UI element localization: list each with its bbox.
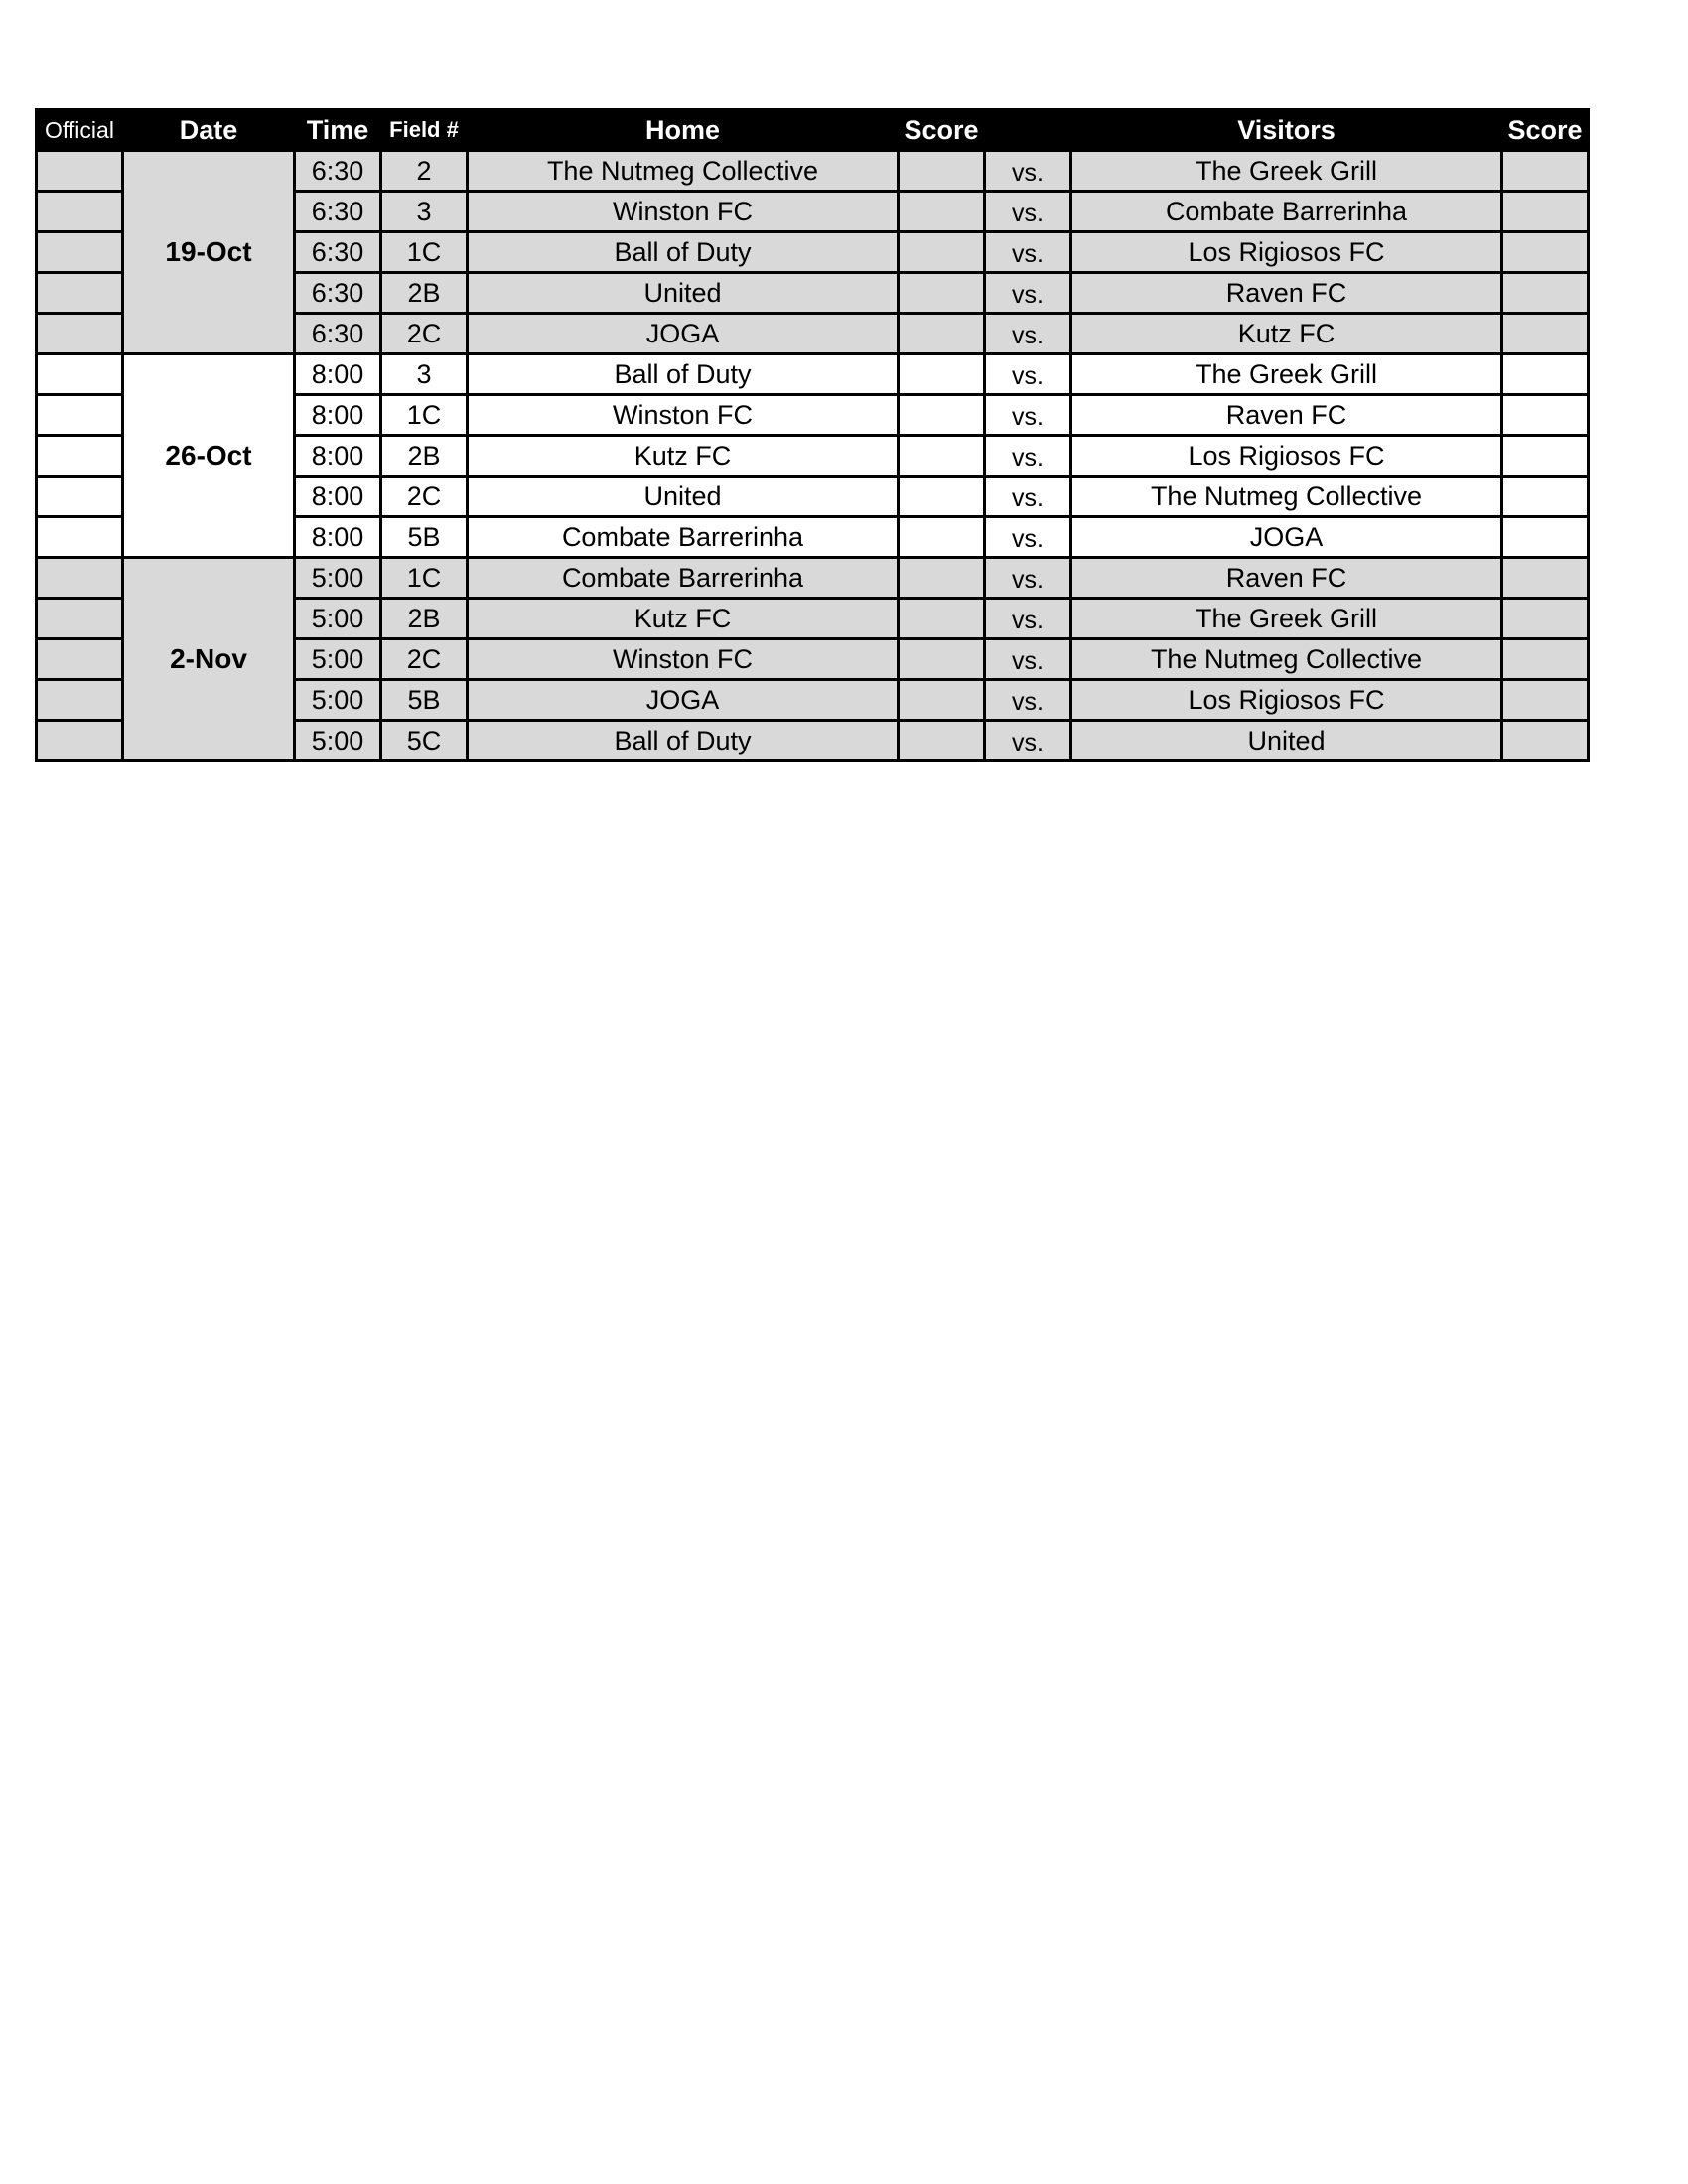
table-row: [37, 558, 1589, 599]
visitor-team-cell: Los Rigiosos FC: [1071, 232, 1502, 273]
time-cell: 8:00: [295, 354, 381, 395]
home-score-cell[interactable]: [899, 639, 985, 680]
visitor-score-cell[interactable]: [1502, 721, 1589, 761]
home-team-cell: Winston FC: [468, 639, 899, 680]
header-visitors: Visitors: [1071, 110, 1502, 151]
visitor-score-cell[interactable]: [1502, 436, 1589, 477]
field-cell: 1C: [381, 395, 468, 436]
home-score-cell[interactable]: [899, 314, 985, 354]
official-cell[interactable]: [37, 477, 123, 517]
vs-cell: vs.: [985, 395, 1071, 436]
official-cell[interactable]: [37, 721, 123, 761]
home-score-cell[interactable]: [899, 517, 985, 558]
vs-cell: vs.: [985, 232, 1071, 273]
official-cell[interactable]: [37, 436, 123, 477]
visitor-score-cell[interactable]: [1502, 477, 1589, 517]
official-cell[interactable]: [37, 558, 123, 599]
home-team-cell: Ball of Duty: [468, 721, 899, 761]
home-score-cell[interactable]: [899, 436, 985, 477]
time-cell: 5:00: [295, 599, 381, 639]
field-cell: 2C: [381, 639, 468, 680]
field-cell: 2B: [381, 273, 468, 314]
vs-cell: vs.: [985, 151, 1071, 192]
visitor-score-cell[interactable]: [1502, 314, 1589, 354]
official-cell[interactable]: [37, 680, 123, 721]
official-cell[interactable]: [37, 354, 123, 395]
visitor-score-cell[interactable]: [1502, 639, 1589, 680]
visitor-team-cell: The Nutmeg Collective: [1071, 639, 1502, 680]
home-team-cell: JOGA: [468, 680, 899, 721]
field-cell: 1C: [381, 232, 468, 273]
field-cell: 5B: [381, 517, 468, 558]
vs-cell: vs.: [985, 477, 1071, 517]
header-official: Official: [37, 110, 123, 151]
home-score-cell[interactable]: [899, 395, 985, 436]
vs-cell: vs.: [985, 354, 1071, 395]
date-cell: 26-Oct: [123, 354, 295, 558]
vs-cell: vs.: [985, 314, 1071, 354]
field-cell: 3: [381, 192, 468, 232]
home-team-cell: JOGA: [468, 314, 899, 354]
time-cell: 8:00: [295, 517, 381, 558]
field-cell: 5B: [381, 680, 468, 721]
visitor-team-cell: The Greek Grill: [1071, 354, 1502, 395]
home-team-cell: Kutz FC: [468, 599, 899, 639]
official-cell[interactable]: [37, 599, 123, 639]
time-cell: 6:30: [295, 314, 381, 354]
time-cell: 5:00: [295, 721, 381, 761]
field-cell: 1C: [381, 558, 468, 599]
header-home: Home: [468, 110, 899, 151]
visitor-team-cell: Kutz FC: [1071, 314, 1502, 354]
home-score-cell[interactable]: [899, 599, 985, 639]
official-cell[interactable]: [37, 639, 123, 680]
official-cell[interactable]: [37, 273, 123, 314]
visitor-team-cell: Raven FC: [1071, 395, 1502, 436]
official-cell[interactable]: [37, 151, 123, 192]
time-cell: 8:00: [295, 436, 381, 477]
time-cell: 5:00: [295, 558, 381, 599]
home-team-cell: Winston FC: [468, 395, 899, 436]
field-cell: 2C: [381, 477, 468, 517]
vs-cell: vs.: [985, 517, 1071, 558]
time-cell: 6:30: [295, 273, 381, 314]
visitor-team-cell: The Greek Grill: [1071, 599, 1502, 639]
visitor-team-cell: Los Rigiosos FC: [1071, 436, 1502, 477]
visitor-team-cell: Raven FC: [1071, 558, 1502, 599]
visitor-score-cell[interactable]: [1502, 273, 1589, 314]
header-time: Time: [295, 110, 381, 151]
home-score-cell[interactable]: [899, 721, 985, 761]
home-team-cell: Ball of Duty: [468, 354, 899, 395]
vs-cell: vs.: [985, 721, 1071, 761]
official-cell[interactable]: [37, 192, 123, 232]
table-row: [37, 151, 1589, 192]
time-cell: 8:00: [295, 395, 381, 436]
visitor-team-cell: Raven FC: [1071, 273, 1502, 314]
visitor-score-cell[interactable]: [1502, 354, 1589, 395]
field-cell: 2: [381, 151, 468, 192]
visitor-score-cell[interactable]: [1502, 232, 1589, 273]
visitor-score-cell[interactable]: [1502, 517, 1589, 558]
field-cell: 2C: [381, 314, 468, 354]
home-score-cell[interactable]: [899, 354, 985, 395]
home-team-cell: United: [468, 477, 899, 517]
time-cell: 6:30: [295, 151, 381, 192]
visitor-score-cell[interactable]: [1502, 599, 1589, 639]
field-cell: 2B: [381, 436, 468, 477]
vs-cell: vs.: [985, 192, 1071, 232]
home-score-cell[interactable]: [899, 192, 985, 232]
vs-cell: vs.: [985, 558, 1071, 599]
visitor-score-cell[interactable]: [1502, 395, 1589, 436]
date-cell: 2-Nov: [123, 558, 295, 761]
visitor-score-cell[interactable]: [1502, 680, 1589, 721]
official-cell[interactable]: [37, 232, 123, 273]
official-cell[interactable]: [37, 395, 123, 436]
schedule-body: [37, 151, 1589, 761]
visitor-score-cell[interactable]: [1502, 151, 1589, 192]
visitor-team-cell: United: [1071, 721, 1502, 761]
time-cell: 5:00: [295, 639, 381, 680]
visitor-team-cell: JOGA: [1071, 517, 1502, 558]
home-score-cell[interactable]: [899, 558, 985, 599]
header-vs: [985, 110, 1071, 151]
time-cell: 6:30: [295, 192, 381, 232]
header-row: [37, 110, 1589, 151]
header-visitor-score: Score: [1502, 110, 1589, 151]
official-cell[interactable]: [37, 314, 123, 354]
visitor-team-cell: Los Rigiosos FC: [1071, 680, 1502, 721]
table-row: [37, 354, 1589, 395]
home-score-cell[interactable]: [899, 273, 985, 314]
date-cell: 19-Oct: [123, 151, 295, 354]
vs-cell: vs.: [985, 639, 1071, 680]
home-team-cell: Combate Barrerinha: [468, 517, 899, 558]
home-team-cell: Combate Barrerinha: [468, 558, 899, 599]
time-cell: 5:00: [295, 680, 381, 721]
field-cell: 5C: [381, 721, 468, 761]
home-score-cell[interactable]: [899, 232, 985, 273]
vs-cell: vs.: [985, 273, 1071, 314]
visitor-team-cell: The Greek Grill: [1071, 151, 1502, 192]
header-field: Field #: [381, 110, 468, 151]
home-team-cell: United: [468, 273, 899, 314]
time-cell: 6:30: [295, 232, 381, 273]
home-team-cell: The Nutmeg Collective: [468, 151, 899, 192]
time-cell: 8:00: [295, 477, 381, 517]
visitor-team-cell: The Nutmeg Collective: [1071, 477, 1502, 517]
home-team-cell: Winston FC: [468, 192, 899, 232]
schedule-sheet: [35, 108, 1590, 762]
field-cell: 2B: [381, 599, 468, 639]
header-home-score: Score: [899, 110, 985, 151]
official-cell[interactable]: [37, 517, 123, 558]
visitor-team-cell: Combate Barrerinha: [1071, 192, 1502, 232]
schedule-table: [35, 108, 1590, 762]
vs-cell: vs.: [985, 436, 1071, 477]
home-score-cell[interactable]: [899, 680, 985, 721]
header-date: Date: [123, 110, 295, 151]
home-score-cell[interactable]: [899, 477, 985, 517]
home-team-cell: Ball of Duty: [468, 232, 899, 273]
visitor-score-cell[interactable]: [1502, 558, 1589, 599]
vs-cell: vs.: [985, 680, 1071, 721]
home-score-cell[interactable]: [899, 151, 985, 192]
home-team-cell: Kutz FC: [468, 436, 899, 477]
vs-cell: vs.: [985, 599, 1071, 639]
field-cell: 3: [381, 354, 468, 395]
visitor-score-cell[interactable]: [1502, 192, 1589, 232]
